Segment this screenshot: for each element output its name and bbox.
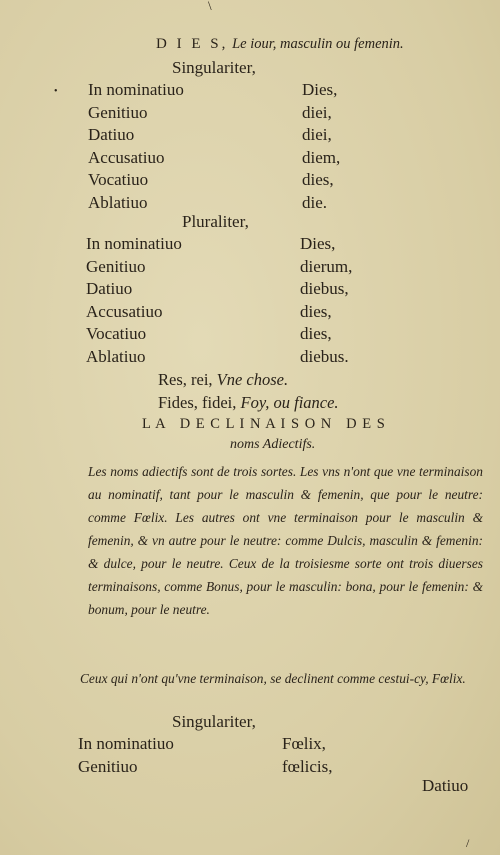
case-form: diei, — [302, 102, 332, 122]
paradigm-row — [0, 125, 500, 149]
felix-singular-heading: Singulariter, — [172, 712, 256, 731]
example-res-french: Vne chose. — [216, 370, 289, 389]
case-name: Accusatiuo — [88, 147, 165, 167]
adjective-rule-paragraph: Les noms adiectifs sont de trois sortes. Les vns n'ont que vne terminaison au nominatif, tant pour le masculin & femenin, que pour le neutre: comme Fœlix. Les autres ont vne terminaison pour le masculin & femenin, & vn autre pour le neutre: comme Dulcis, masculin & femenin: & dulce, pour le neutre. Ceux de la troisiesme sorte ont trois diuerses terminaisons, comme Bonus, pour le masculin: bona, pour le femenin: & bonum, pour le neutre. — [88, 464, 483, 617]
case-name: Vocatiuo — [88, 170, 149, 189]
catchword: Datiuo — [422, 776, 469, 795]
case-name: Datiuo — [88, 125, 135, 144]
case-form: diem, — [302, 147, 341, 167]
header-gloss: Le iour, masculin ou femenin. — [232, 36, 404, 52]
header-word: D I E S, — [156, 36, 229, 52]
running-header — [156, 36, 404, 53]
paradigm-row — [0, 103, 500, 127]
case-name: Accusatiuo — [86, 301, 163, 321]
paradigm-row — [0, 193, 500, 217]
paradigm-row — [0, 234, 500, 258]
singular-heading: Singulariter, — [172, 58, 256, 77]
paradigm-row — [0, 148, 500, 172]
case-name: Genitiuo — [86, 256, 146, 276]
case-name: Ablatiuo — [88, 192, 148, 212]
case-name: In nominatiuo — [78, 734, 174, 753]
case-form: dierum, — [300, 256, 353, 276]
margin-bullet-mark: • — [54, 86, 58, 97]
declension-title: L A D E C L I N A I S O N D E S — [142, 416, 386, 432]
case-name: Genitiuo — [78, 756, 138, 776]
example-res-latin: Res, rei, — [158, 370, 213, 389]
case-name: Ablatiuo — [86, 346, 146, 366]
paradigm-row — [0, 324, 500, 348]
example-res — [158, 370, 288, 390]
paradigm-row — [0, 302, 500, 326]
case-form: dies, — [300, 301, 332, 321]
case-name: In nominatiuo — [86, 234, 182, 253]
case-form: die. — [302, 192, 328, 212]
plural-heading: Pluraliter, — [182, 212, 249, 231]
example-fides-latin: Fides, fidei, — [158, 393, 237, 412]
case-form: diebus, — [300, 279, 349, 298]
case-form: fœlicis, — [282, 756, 333, 776]
case-name: Genitiuo — [88, 102, 148, 122]
adjective-rule-note: Ceux qui n'ont qu'vne terminaison, se declinent comme cestui-cy, Fœlix. — [80, 671, 466, 686]
case-name: In nominatiuo — [88, 80, 184, 99]
case-name: Datiuo — [86, 279, 133, 298]
bottom-tick-mark: / — [466, 836, 470, 850]
case-form: dies, — [300, 324, 332, 343]
paradigm-row — [0, 734, 500, 758]
case-form: Dies, — [302, 80, 338, 99]
example-fides-french: Foy, ou fiance. — [240, 393, 339, 412]
case-name: Vocatiuo — [86, 324, 147, 343]
case-form: Dies, — [300, 234, 336, 253]
paradigm-row — [0, 257, 500, 281]
top-tick-mark: \ — [208, 0, 212, 13]
paradigm-row — [0, 347, 500, 371]
case-form: Fœlix, — [282, 734, 326, 753]
paradigm-row — [0, 279, 500, 303]
paradigm-row — [0, 170, 500, 194]
case-form: dies, — [302, 170, 334, 189]
example-fides — [158, 393, 339, 413]
paradigm-row — [0, 80, 500, 104]
declension-subtitle: noms Adiectifs. — [230, 437, 316, 452]
case-form: diebus. — [300, 346, 349, 366]
case-form: diei, — [302, 125, 332, 144]
